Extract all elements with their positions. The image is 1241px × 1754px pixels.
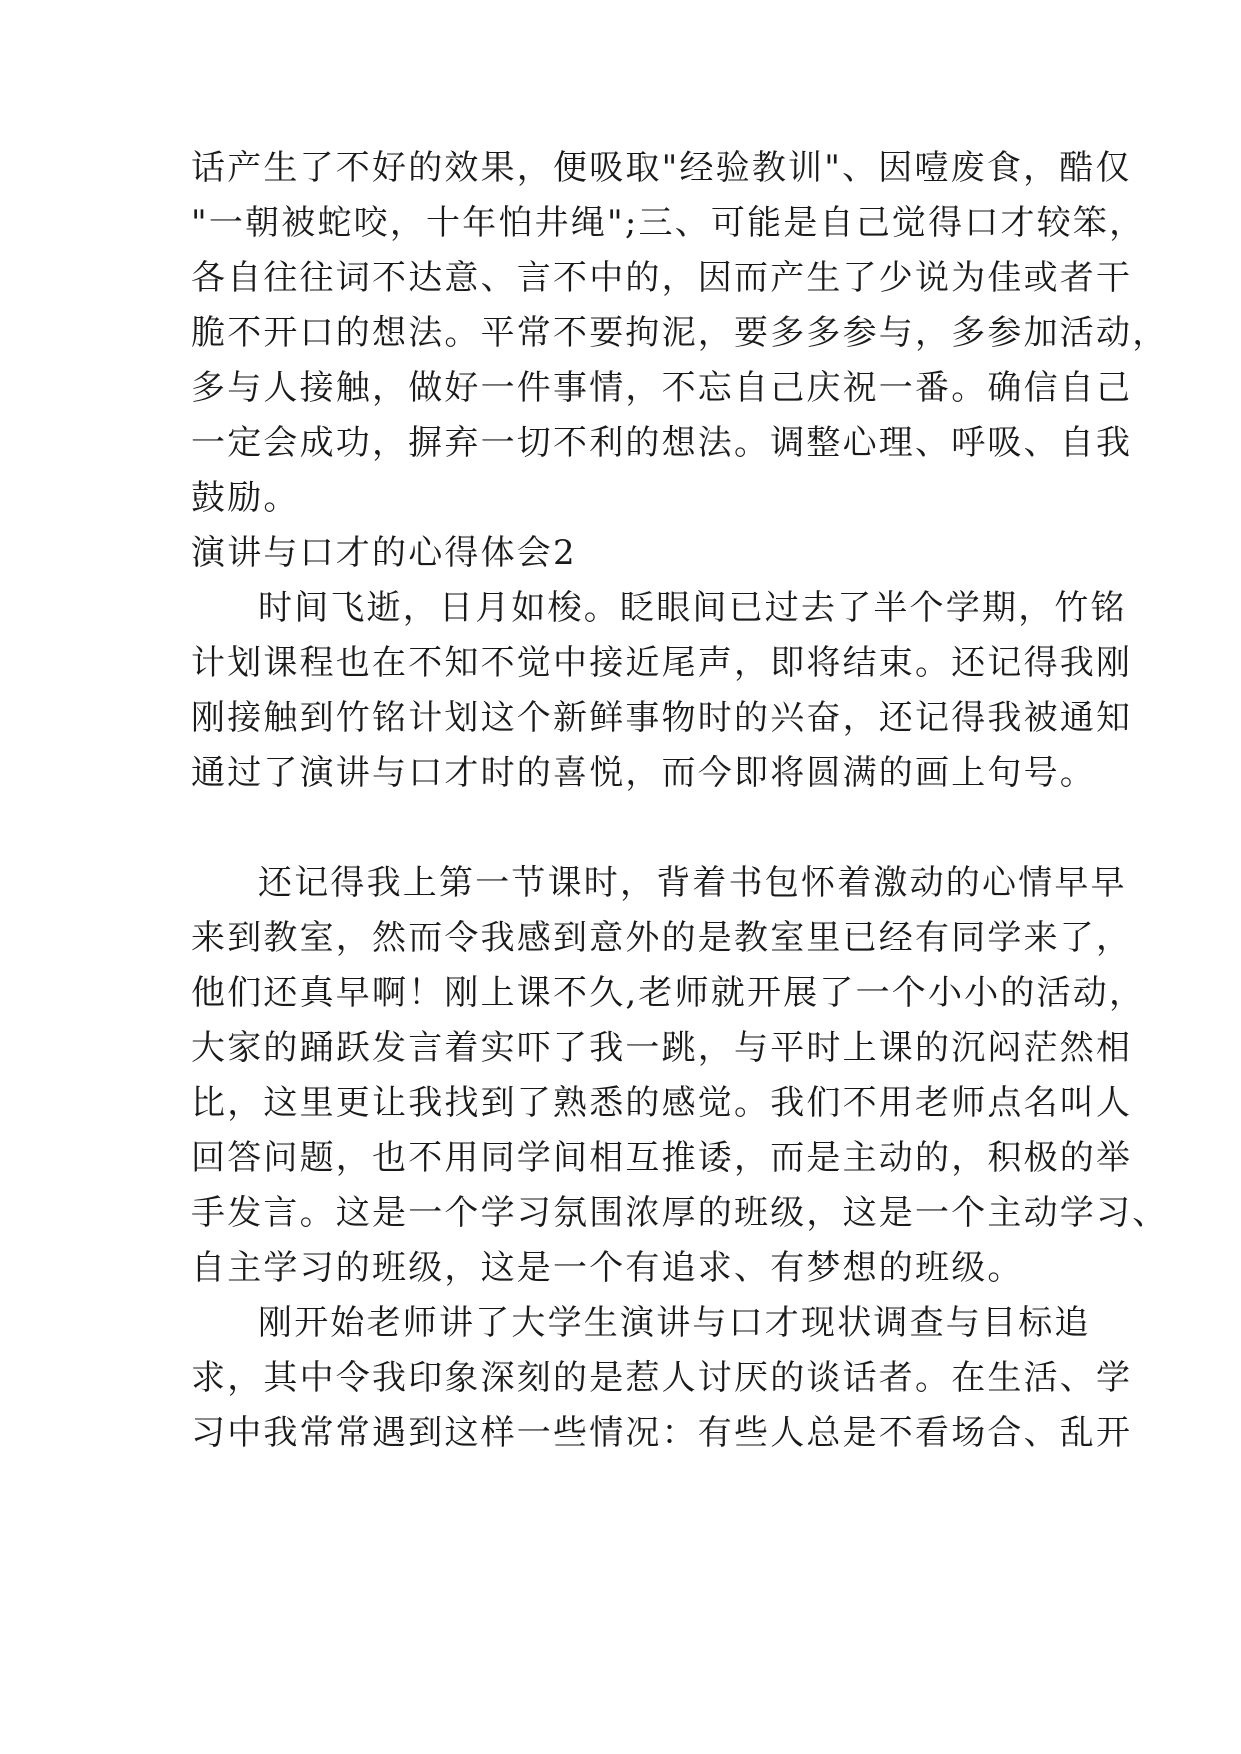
text-line: 习中我常常遇到这样一些情况：有些人总是不看场合、乱开 [191, 1413, 1133, 1453]
text-line: 通过了演讲与口才时的喜悦，而今即将圆满的画上句号。 [191, 753, 1096, 793]
text-line: "一朝被蛇咬，十年怕井绳";三、可能是自己觉得口才较笨， [191, 203, 1146, 243]
text-line: 自主学习的班级，这是一个有追求、有梦想的班级。 [191, 1248, 1024, 1288]
text-line: 时间飞逝，日月如梭。眨眼间已过去了半个学期，竹铭 [258, 588, 1127, 628]
section-heading: 演讲与口才的心得体会2 [191, 533, 577, 573]
text-line: 来到教室，然而令我感到意外的是教室里已经有同学来了， [191, 918, 1133, 958]
text-line: 各自往往词不达意、言不中的，因而产生了少说为佳或者干 [191, 258, 1133, 298]
text-line: 比，这里更让我找到了熟悉的感觉。我们不用老师点名叫人 [191, 1083, 1133, 1123]
text-line: 话产生了不好的效果，便吸取"经验教训"、因噎废食，酷仅 [191, 148, 1132, 188]
text-line: 多与人接触，做好一件事情，不忘自己庆祝一番。确信自己 [191, 368, 1133, 408]
text-line: 回答问题，也不用同学间相互推诿，而是主动的，积极的举 [191, 1138, 1133, 1178]
text-line: 他们还真早啊！刚上课不久,老师就开展了一个小小的活动， [191, 973, 1146, 1013]
text-line: 一定会成功，摒弃一切不利的想法。调整心理、呼吸、自我 [191, 423, 1133, 463]
text-line: 刚接触到竹铭计划这个新鲜事物时的兴奋，还记得我被通知 [191, 698, 1133, 738]
text-line: 大家的踊跃发言着实吓了我一跳，与平时上课的沉闷茫然相 [191, 1028, 1133, 1068]
text-line: 鼓励。 [191, 478, 300, 518]
text-line: 求，其中令我印象深刻的是惹人讨厌的谈话者。在生活、学 [191, 1358, 1133, 1398]
text-line: 手发言。这是一个学习氛围浓厚的班级，这是一个主动学习、 [191, 1193, 1169, 1233]
text-line: 刚开始老师讲了大学生演讲与口才现状调查与目标追 [258, 1303, 1091, 1343]
text-line: 计划课程也在不知不觉中接近尾声，即将结束。还记得我刚 [191, 643, 1133, 683]
text-line: 还记得我上第一节课时，背着书包怀着激动的心情早早 [258, 863, 1127, 903]
text-line: 脆不开口的想法。平常不要拘泥，要多多参与，多参加活动， [191, 313, 1169, 353]
